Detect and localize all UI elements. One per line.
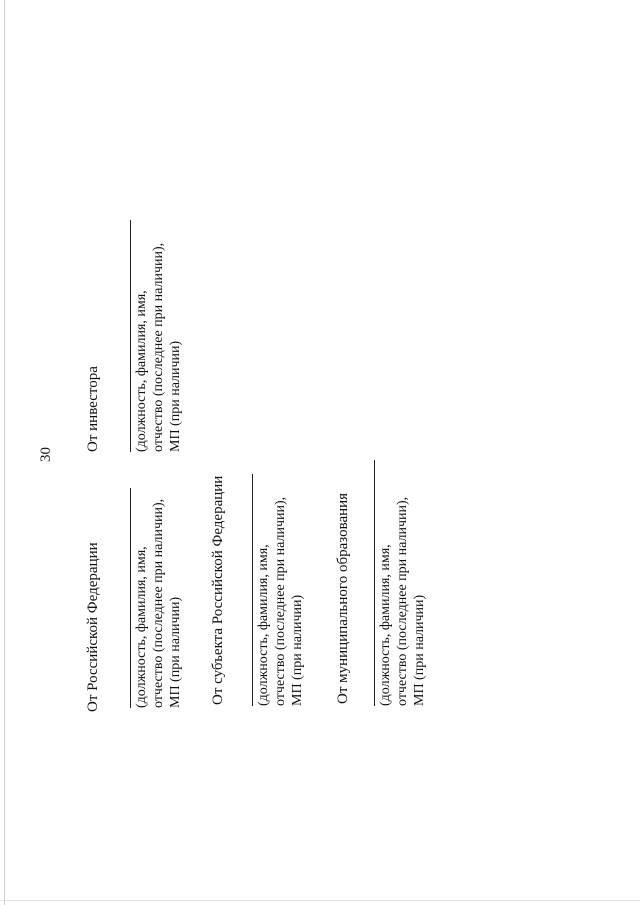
signature-block-municipality [374, 460, 428, 706]
signature-caption-line1: (должность, фамилия, имя, [134, 290, 149, 452]
signature-block-federation [130, 488, 184, 708]
signature-caption-line2: отчество (последнее при наличии), [151, 498, 166, 708]
scan-edge-left [4, 0, 5, 905]
page-number: 30 [38, 447, 54, 462]
party-title-subject: От субъекта Российской Федерации [210, 475, 226, 705]
party-title-federation: От Российской Федерации [85, 542, 101, 712]
scan-edge-bottom [0, 900, 640, 901]
signature-line [130, 220, 131, 452]
signature-caption-line1: (должность, фамилия, имя, [378, 544, 393, 706]
signature-caption-line3: МП (при наличии) [412, 594, 427, 706]
signature-caption-line2: отчество (последнее при наличии), [273, 496, 288, 706]
signature-block-subject [252, 474, 306, 706]
signature-caption-line3: МП (при наличии) [290, 594, 305, 706]
signature-line [130, 488, 131, 708]
signature-caption-line2: отчество (последнее при наличии), [395, 496, 410, 706]
signature-caption-line1: (должность, фамилия, имя, [256, 544, 271, 706]
signature-caption-line1: (должность, фамилия, имя, [134, 546, 149, 708]
party-title-investor: От инвестора [85, 366, 101, 452]
signature-block-investor [130, 220, 184, 452]
signature-caption-line3: МП (при наличии) [168, 596, 183, 708]
signature-caption-line3: МП (при наличии) [168, 340, 183, 452]
signature-line [252, 474, 253, 706]
signature-caption-line2: отчество (последнее при наличии), [151, 242, 166, 452]
signature-line [374, 460, 375, 706]
party-title-municipality: От муниципального образования [335, 492, 351, 704]
